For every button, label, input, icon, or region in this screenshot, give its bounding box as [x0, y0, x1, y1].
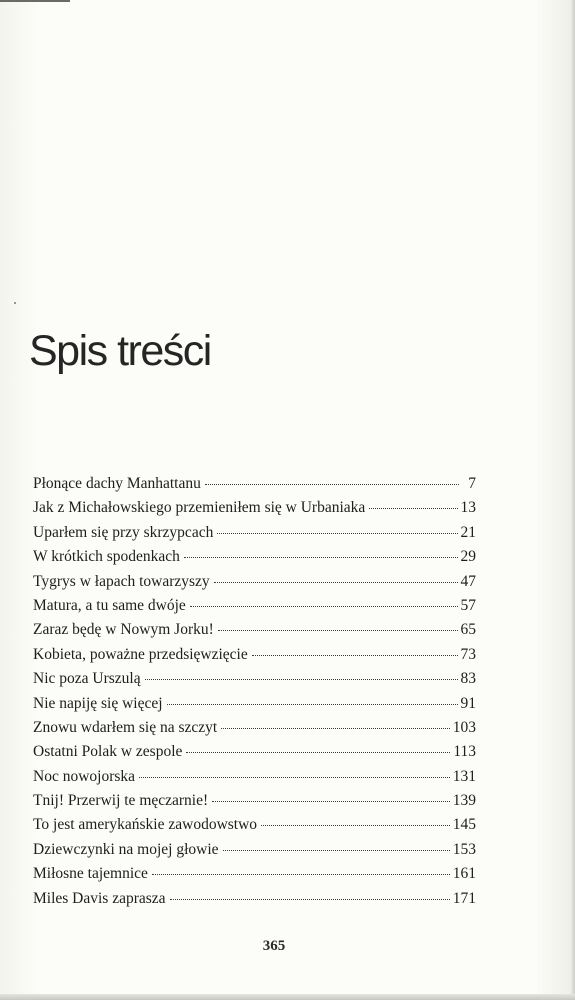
toc-entry-title: Zaraz będę w Nowym Jorku!	[33, 621, 214, 639]
toc-entry	[33, 813, 476, 837]
toc-leader-dots	[369, 507, 457, 509]
toc-entry	[33, 887, 476, 911]
toc-entry-page: 57	[460, 596, 476, 614]
toc-entry-title: Miłosne tajemnice	[33, 865, 148, 883]
page-number: 365	[262, 938, 286, 954]
paper-speck	[14, 302, 16, 304]
toc-leader-dots	[139, 776, 450, 778]
toc-entry-page: 103	[452, 718, 476, 736]
toc-entry-page: 29	[460, 548, 476, 566]
toc-entry-page: 145	[452, 816, 476, 834]
toc-entry-title: Matura, a tu same dwóje	[33, 596, 186, 614]
toc-entry	[33, 472, 476, 496]
toc-entry-page: 131	[452, 767, 476, 785]
toc-entry	[33, 716, 476, 740]
toc-leader-dots	[221, 727, 450, 729]
toc-entry-title: Jak z Michałowskiego przemieniłem się w Urbaniaka	[33, 499, 366, 517]
toc-entry	[33, 496, 476, 520]
toc-entry-page: 161	[452, 865, 476, 883]
toc-entry-page: 113	[453, 743, 476, 761]
toc-entry	[33, 692, 476, 716]
toc-entry-page: 7	[468, 475, 476, 492]
toc-entry-title: Płonące dachy Manhattanu	[33, 475, 201, 492]
toc-entry-title: Tnij! Przerwij te męczarnie!	[33, 792, 209, 810]
toc-entry-title: Uparłem się przy skrzypcach	[33, 523, 214, 541]
toc-entry-title: W krótkich spodenkach	[33, 548, 180, 566]
toc-entry-page: 171	[452, 889, 476, 907]
toc-leader-dots	[145, 678, 458, 680]
toc-entry-page: 83	[460, 670, 476, 688]
toc-entry	[33, 862, 476, 886]
page-title: Spis treści	[29, 327, 211, 375]
toc-entry	[33, 838, 476, 862]
toc-entry-page: 73	[460, 645, 476, 663]
toc-leader-dots	[223, 849, 450, 851]
toc-leader-dots	[152, 873, 450, 875]
toc-leader-dots	[170, 898, 450, 900]
toc-leader-dots	[261, 824, 450, 826]
toc-leader-dots	[184, 556, 458, 558]
toc-entry-page: 153	[452, 840, 476, 858]
toc-entry	[33, 740, 476, 764]
toc-leader-dots	[205, 483, 459, 485]
toc-leader-dots	[167, 703, 458, 705]
toc-entry	[33, 667, 476, 691]
page-edge-bottom	[0, 994, 575, 1000]
toc-leader-dots	[214, 581, 458, 583]
toc-entry	[33, 594, 476, 618]
toc-entry-page: 47	[460, 572, 476, 590]
toc-entry	[33, 765, 476, 789]
toc-leader-dots	[186, 751, 450, 753]
toc-leader-dots	[212, 800, 450, 802]
toc-leader-dots	[252, 654, 458, 656]
toc-entry-page: 21	[460, 523, 476, 541]
toc-entry-title: Kobieta, poważne przedsięwzięcie	[33, 645, 248, 663]
toc-entry-title: Znowu wdarłem się na szczyt	[33, 718, 218, 736]
page-edge-top	[0, 0, 70, 2]
toc-entry-title: Nie napiję się więcej	[33, 694, 163, 712]
toc-leader-dots	[218, 629, 458, 631]
toc-entry	[33, 521, 476, 545]
toc-entry-title: Nic poza Urszulą	[33, 670, 141, 688]
toc-entry	[33, 789, 476, 813]
toc-entry-title: To jest amerykańskie zawodowstwo	[33, 816, 258, 834]
toc-leader-dots	[217, 532, 457, 534]
toc-entry-title: Ostatni Polak w zespole	[33, 743, 183, 761]
toc-entry-title: Miles Davis zaprasza	[33, 889, 166, 907]
toc-entry	[33, 570, 476, 594]
toc-entry-page: 139	[452, 792, 476, 810]
toc-entry-title: Tygrys w łapach towarzyszy	[33, 572, 210, 590]
toc-entry-title: Dziewczynki na mojej głowie	[33, 840, 219, 858]
toc-entry	[33, 618, 476, 642]
toc-entry-title: Noc nowojorska	[33, 767, 136, 785]
table-of-contents	[33, 472, 476, 911]
page-edge-right	[571, 0, 575, 1000]
toc-entry-page: 91	[460, 694, 476, 712]
toc-entry	[33, 643, 476, 667]
toc-entry	[33, 545, 476, 569]
toc-entry-page: 65	[460, 621, 476, 639]
toc-leader-dots	[190, 605, 458, 607]
toc-entry-page: 13	[460, 499, 476, 517]
